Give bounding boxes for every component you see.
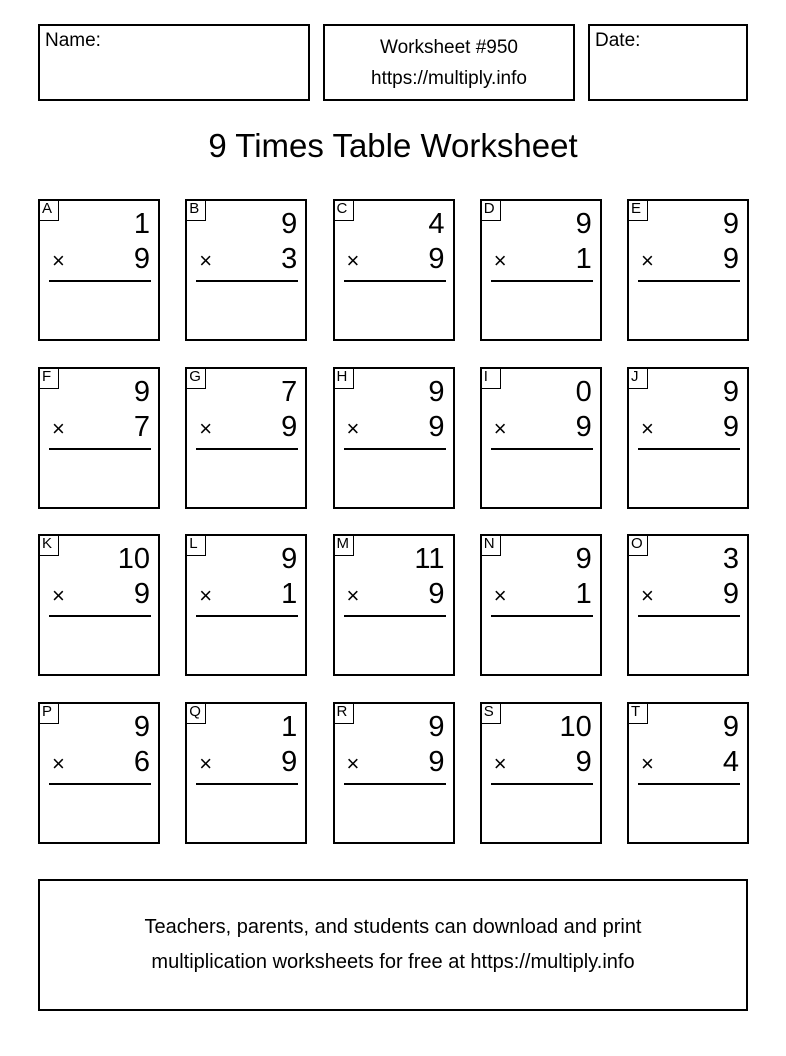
problem-label: B xyxy=(185,199,206,221)
problem-card[interactable] xyxy=(627,702,749,844)
bottom-number: 9 xyxy=(428,745,445,778)
answer-line xyxy=(196,280,298,282)
problem-card[interactable] xyxy=(627,367,749,509)
worksheet-url: https://multiply.info xyxy=(371,68,527,89)
date-field[interactable] xyxy=(588,24,748,101)
times-sign: × xyxy=(199,248,213,273)
bottom-number: 4 xyxy=(722,745,739,778)
top-number: 9 xyxy=(722,710,739,743)
problem-label: J xyxy=(627,367,648,389)
problem-card[interactable] xyxy=(185,534,307,676)
times-sign: × xyxy=(493,750,507,776)
times-sign: × xyxy=(493,248,507,273)
bottom-number: 9 xyxy=(428,578,445,610)
problem-card[interactable] xyxy=(38,534,160,676)
bottom-number: 1 xyxy=(575,578,592,610)
times-sign: × xyxy=(199,415,213,441)
bottom-number: 9 xyxy=(722,243,739,275)
top-number: 7 xyxy=(281,375,298,408)
answer-line xyxy=(49,448,151,450)
problem-card[interactable] xyxy=(480,702,602,844)
times-sign: × xyxy=(346,750,360,776)
page-title: 9 Times Table Worksheet xyxy=(208,127,578,164)
answer-line xyxy=(638,448,740,450)
problem-label: C xyxy=(333,199,354,221)
problem-label: G xyxy=(185,367,206,389)
name-label: Name: xyxy=(45,30,101,51)
answer-line xyxy=(491,448,593,450)
answer-line xyxy=(49,783,151,785)
answer-line xyxy=(49,280,151,282)
problem-card[interactable] xyxy=(480,199,602,341)
top-number: 9 xyxy=(281,543,298,575)
footer-note xyxy=(38,879,748,1011)
problem-card[interactable] xyxy=(185,702,307,844)
top-number: 10 xyxy=(117,543,150,575)
problem-card[interactable] xyxy=(627,534,749,676)
bottom-number: 1 xyxy=(281,578,298,610)
times-sign: × xyxy=(52,583,65,608)
problem-label: P xyxy=(38,702,59,724)
bottom-number: 7 xyxy=(133,410,150,443)
problem-card[interactable] xyxy=(333,534,455,676)
footer-line-2: multiplication worksheets for free at https://multiply.info xyxy=(151,951,635,973)
top-number: 3 xyxy=(722,543,739,575)
problem-label: K xyxy=(38,534,59,556)
times-sign: × xyxy=(493,583,507,608)
times-sign: × xyxy=(493,415,507,441)
problem-card[interactable] xyxy=(185,199,307,341)
problem-grid xyxy=(38,199,749,844)
problem-card[interactable] xyxy=(333,199,455,341)
bottom-number: 9 xyxy=(722,578,739,610)
problem-card[interactable] xyxy=(333,367,455,509)
answer-line xyxy=(638,615,740,617)
top-number: 9 xyxy=(281,208,298,240)
top-number: 9 xyxy=(133,710,150,743)
problem-label: L xyxy=(185,534,206,556)
times-sign: × xyxy=(52,415,65,441)
problem-label: R xyxy=(333,702,354,724)
top-number: 9 xyxy=(133,375,150,408)
problem-card[interactable] xyxy=(38,199,160,341)
problem-label: I xyxy=(480,367,501,389)
problem-card[interactable] xyxy=(185,367,307,509)
problem-label: F xyxy=(38,367,59,389)
times-sign: × xyxy=(346,415,360,441)
problem-label: H xyxy=(333,367,354,389)
top-number: 0 xyxy=(575,375,592,408)
answer-line xyxy=(491,280,593,282)
answer-line xyxy=(344,615,446,617)
top-number: 9 xyxy=(428,710,445,743)
times-sign: × xyxy=(346,583,360,608)
times-sign: × xyxy=(52,248,65,273)
times-sign: × xyxy=(641,415,654,441)
bottom-number: 9 xyxy=(428,410,445,443)
top-number: 9 xyxy=(722,208,739,240)
problem-card[interactable] xyxy=(627,199,749,341)
name-field[interactable] xyxy=(38,24,310,101)
problem-card[interactable] xyxy=(38,367,160,509)
worksheet-info-box xyxy=(323,24,575,101)
answer-line xyxy=(638,280,740,282)
answer-line xyxy=(196,783,298,785)
answer-line xyxy=(638,783,740,785)
problem-label: O xyxy=(627,534,648,556)
top-number: 1 xyxy=(281,710,298,743)
answer-line xyxy=(491,783,593,785)
bottom-number: 9 xyxy=(133,578,150,610)
problem-card[interactable] xyxy=(480,367,602,509)
problem-label: E xyxy=(627,199,648,221)
problem-label: D xyxy=(480,199,501,221)
top-number: 4 xyxy=(428,208,445,240)
times-sign: × xyxy=(199,750,213,776)
answer-line xyxy=(196,615,298,617)
answer-line xyxy=(344,783,446,785)
bottom-number: 9 xyxy=(281,410,298,443)
problem-label: T xyxy=(627,702,648,724)
bottom-number: 9 xyxy=(133,243,150,275)
problem-label: M xyxy=(333,534,354,556)
bottom-number: 6 xyxy=(133,745,150,778)
problem-card[interactable] xyxy=(480,534,602,676)
top-number: 11 xyxy=(414,543,445,575)
bottom-number: 9 xyxy=(428,243,445,275)
answer-line xyxy=(344,280,446,282)
date-label: Date: xyxy=(595,30,641,51)
top-number: 10 xyxy=(559,710,592,743)
times-sign: × xyxy=(199,583,213,608)
problem-label: A xyxy=(38,199,59,221)
top-number: 9 xyxy=(722,375,739,408)
problem-label: N xyxy=(480,534,501,556)
times-sign: × xyxy=(52,750,65,776)
problem-label: S xyxy=(480,702,501,724)
answer-line xyxy=(196,448,298,450)
bottom-number: 9 xyxy=(281,745,298,778)
top-number: 1 xyxy=(133,208,150,240)
footer-line-1: Teachers, parents, and students can download and print xyxy=(144,916,642,938)
times-sign: × xyxy=(641,750,654,776)
top-number: 9 xyxy=(428,375,445,408)
bottom-number: 1 xyxy=(575,243,592,275)
times-sign: × xyxy=(346,248,360,273)
top-number: 9 xyxy=(575,208,592,240)
bottom-number: 9 xyxy=(575,745,592,778)
top-number: 9 xyxy=(575,543,592,575)
answer-line xyxy=(344,448,446,450)
times-sign: × xyxy=(641,248,654,273)
problem-label: Q xyxy=(185,702,206,724)
bottom-number: 9 xyxy=(722,410,739,443)
problem-card[interactable] xyxy=(333,702,455,844)
bottom-number: 3 xyxy=(281,243,298,275)
times-sign: × xyxy=(641,583,654,608)
problem-card[interactable] xyxy=(38,702,160,844)
bottom-number: 9 xyxy=(575,410,592,443)
worksheet-number: Worksheet #950 xyxy=(379,37,518,58)
answer-line xyxy=(491,615,593,617)
answer-line xyxy=(49,615,151,617)
